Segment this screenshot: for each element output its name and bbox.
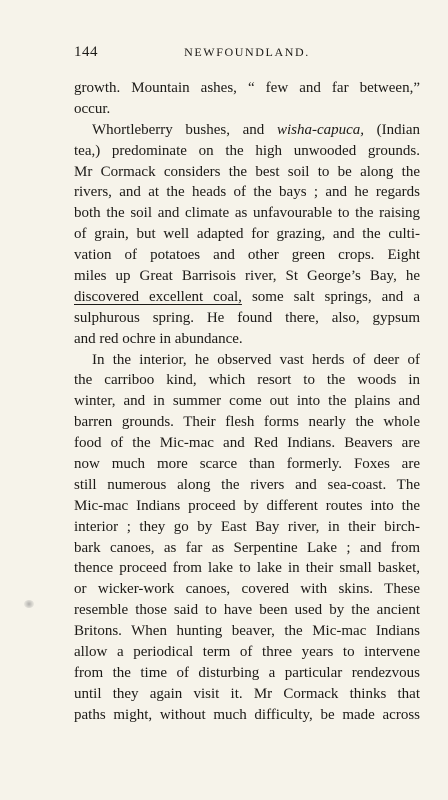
text-line: vation of potatoes and other green crops. Eight xyxy=(74,247,420,264)
text-line: rivers, and at the heads of the bays ; and he regards xyxy=(74,184,420,201)
text-line: thence proceed from lake to lake in their small basket, xyxy=(74,560,420,577)
text-line: food of the Mic-mac and Red Indians. Beavers are xyxy=(74,435,420,452)
text-line: until they again visit it. Mr Cormack thinks that xyxy=(74,685,420,702)
text-line: of grain, but well adapted for grazing, and the culti- xyxy=(74,226,420,243)
text-line: growth. Mountain ashes, “ few and far between,” xyxy=(74,80,420,96)
text-line: Mic-mac Indians proceed by different routes into the xyxy=(74,497,420,514)
text-line: bark canoes, as far as Serpentine Lake ; and from xyxy=(74,539,420,556)
text-line: or wicker-work canoes, covered with skins. These xyxy=(74,581,420,598)
text-line xyxy=(74,120,420,141)
text-line: the carriboo kind, which resort to the woods in xyxy=(74,372,420,389)
text-line: In the interior, he observed vast herds of deer of xyxy=(92,351,420,368)
text-line: Britons. When hunting beaver, the Mic-mac Indians xyxy=(74,623,420,640)
text-line: from the time of disturbing a particular rendezvous xyxy=(74,664,420,681)
text-line: and red ochre in abundance. xyxy=(74,330,243,347)
body-text xyxy=(74,78,420,726)
text-line: tea,) predominate on the high unwooded grounds. xyxy=(74,142,420,159)
text-line: both the soil and climate as unfavourable to the raising xyxy=(74,205,420,222)
italic-term: wisha-capuca, xyxy=(276,121,365,138)
text-line: miles up Great Barrisois river, St George’s Bay, he xyxy=(74,268,420,285)
page-number: 144 xyxy=(74,44,98,60)
text-line: allow a periodical term of three years to intervene xyxy=(74,644,420,661)
running-head xyxy=(74,44,420,64)
text-line xyxy=(74,287,420,308)
text-line: still numerous along the rivers and sea-coast. The xyxy=(74,476,420,493)
text-segment: some salt springs, and a xyxy=(241,288,420,305)
text-segment: Whortleberry bushes, and xyxy=(92,121,277,138)
page-smudge xyxy=(24,600,34,608)
text-line: interior ; they go by East Bay river, in their birch- xyxy=(74,518,420,535)
underlined-phrase: discovered excellent coal, xyxy=(74,288,242,305)
text-line: paths might, without much difficulty, be made across xyxy=(74,706,420,723)
text-line: sulphurous spring. He found there, also, gypsum xyxy=(74,309,420,326)
text-line: Mr Cormack considers the best soil to be along the xyxy=(74,163,420,180)
text-line: occur. xyxy=(74,100,111,117)
text-line: winter, and in summer come out into the plains and xyxy=(74,393,420,410)
text-line: barren grounds. Their flesh forms nearly the whole xyxy=(74,414,420,431)
running-title: NEWFOUNDLAND. xyxy=(184,45,310,59)
text-line: now much more scarce than formerly. Foxes are xyxy=(74,456,420,473)
text-line: resemble those said to have been used by the ancient xyxy=(74,602,420,619)
text-segment: (Indian xyxy=(364,121,420,138)
